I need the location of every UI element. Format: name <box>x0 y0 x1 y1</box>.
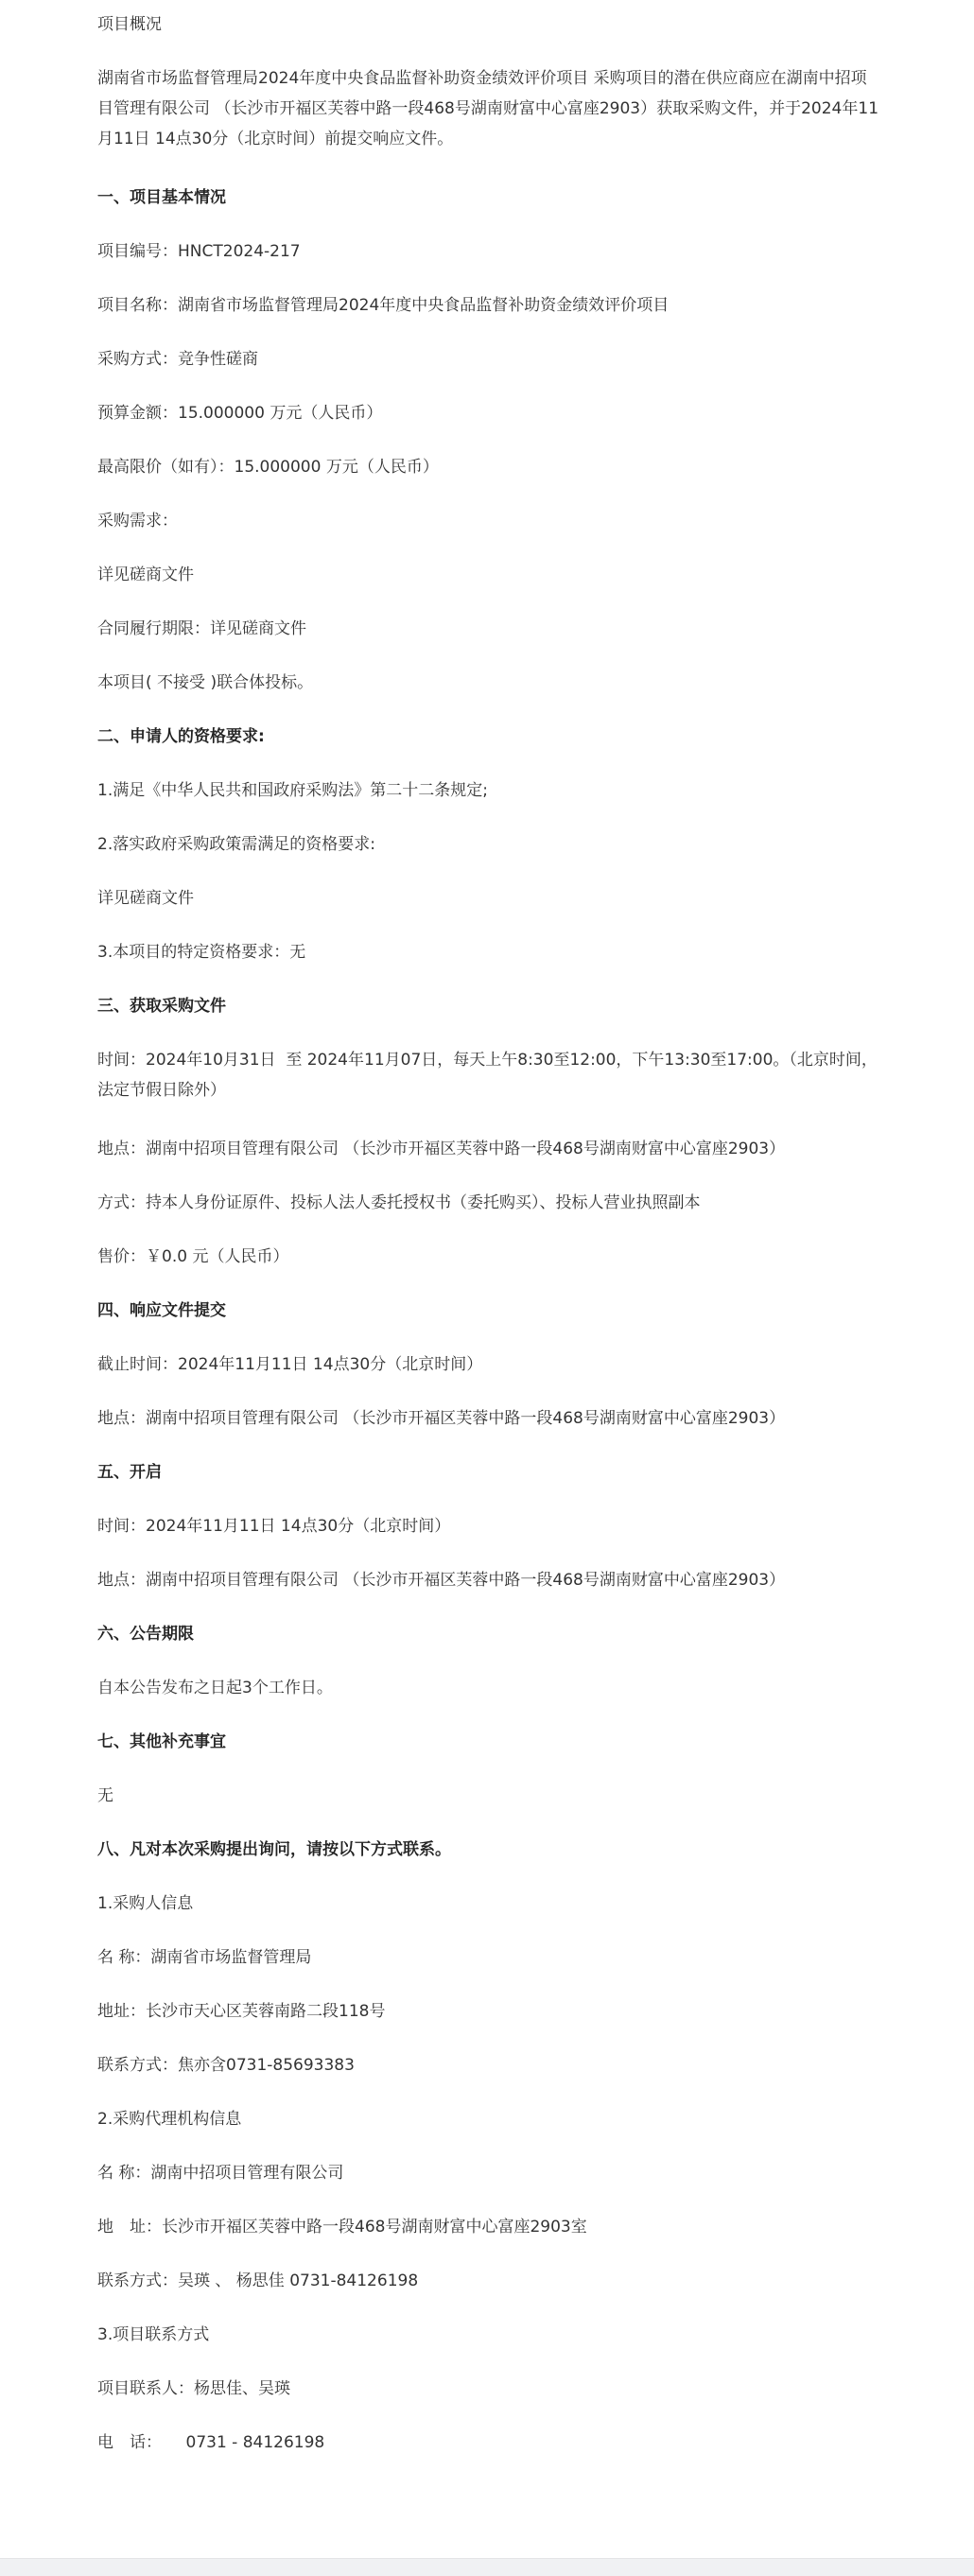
supplementary-text: 无 <box>97 1786 113 1805</box>
page-footer-bar <box>0 2558 974 2576</box>
opening-time: 时间：2024年11月11日 14点30分（北京时间） <box>97 1517 451 1536</box>
agent-info-label: 2.采购代理机构信息 <box>97 2110 242 2129</box>
max-price: 最高限价（如有）：15.000000 万元（人民币） <box>97 458 439 477</box>
section-6-title: 六、公告期限 <box>97 1625 194 1644</box>
buyer-address: 地址：长沙市天心区芙蓉南路二段118号 <box>97 2002 386 2021</box>
section-8-title: 八、凡对本次采购提出询问，请按以下方式联系。 <box>97 1840 451 1859</box>
contract-period: 合同履行期限：详见磋商文件 <box>97 619 306 638</box>
consortium-note: 本项目( 不接受 )联合体投标。 <box>97 673 314 692</box>
agent-contact: 联系方式：吴瑛 、 杨思佳 0731-84126198 <box>97 2271 419 2290</box>
procurement-method: 采购方式：竞争性磋商 <box>97 350 258 369</box>
qualification-3: 3.本项目的特定资格要求：无 <box>97 943 306 962</box>
section-4-title: 四、响应文件提交 <box>97 1301 226 1320</box>
acquire-way: 方式：持本人身份证原件、投标人法人委托授权书（委托购买）、投标人营业执照副本 <box>97 1193 701 1212</box>
section-1-title: 一、项目基本情况 <box>97 188 226 207</box>
submit-deadline: 截止时间：2024年11月11日 14点30分（北京时间） <box>97 1355 483 1374</box>
qualification-2: 2.落实政府采购政策需满足的资格要求: <box>97 835 375 854</box>
section-7-title: 七、其他补充事宜 <box>97 1732 226 1751</box>
opening-place: 地点：湖南中招项目管理有限公司 （长沙市开福区芙蓉中路一段468号湖南财富中心富座2903） <box>97 1571 786 1590</box>
project-name: 项目名称：湖南省市场监督管理局2024年度中央食品监督补助资金绩效评价项目 <box>97 296 670 315</box>
acquire-price: 售价：￥0.0 元（人民币） <box>97 1247 289 1266</box>
project-contact-phone: 电 话： 0731 - 84126198 <box>97 2433 325 2452</box>
qualification-1: 1.满足《中华人民共和国政府采购法》第二十二条规定; <box>97 781 488 800</box>
project-contact-person: 项目联系人：杨思佳、吴瑛 <box>97 2379 290 2398</box>
qualification-2-value: 详见磋商文件 <box>97 889 194 908</box>
section-3-title: 三、获取采购文件 <box>97 997 226 1016</box>
acquire-time: 时间：2024年10月31日 至 2024年11月07日，每天上午8:30至12:00，下午13:30至17:00。（北京时间，法定节假日除外） <box>97 1051 878 1100</box>
project-number: 项目编号：HNCT2024-217 <box>97 242 301 261</box>
budget-amount: 预算金额：15.000000 万元（人民币） <box>97 404 383 423</box>
buyer-name: 名 称：湖南省市场监督管理局 <box>97 1948 312 1967</box>
agent-name: 名 称：湖南中招项目管理有限公司 <box>97 2164 344 2183</box>
agent-address: 地 址：长沙市开福区芙蓉中路一段468号湖南财富中心富座2903室 <box>97 2218 587 2237</box>
demand-label: 采购需求： <box>97 512 178 531</box>
acquire-place: 地点：湖南中招项目管理有限公司 （长沙市开福区芙蓉中路一段468号湖南财富中心富座2903） <box>97 1140 786 1158</box>
demand-value: 详见磋商文件 <box>97 566 194 584</box>
buyer-info-label: 1.采购人信息 <box>97 1894 194 1913</box>
submit-place: 地点：湖南中招项目管理有限公司 （长沙市开福区芙蓉中路一段468号湖南财富中心富座2903） <box>97 1409 786 1428</box>
overview-text: 湖南省市场监督管理局2024年度中央食品监督补助资金绩效评价项目 采购项目的潜在供应商应在湖南中招项目管理有限公司 （长沙市开福区芙蓉中路一段468号湖南财富中心富座2903）获取采购文件，并于2024年11月11日 14点30分（北京时间）前提交响应文件。 <box>97 69 879 148</box>
buyer-contact: 联系方式：焦亦含0731-85693383 <box>97 2056 355 2075</box>
notice-period: 自本公告发布之日起3个工作日。 <box>97 1679 333 1697</box>
section-5-title: 五、开启 <box>97 1463 162 1482</box>
project-contact-label: 3.项目联系方式 <box>97 2325 210 2344</box>
overview-label: 项目概况 <box>97 15 162 34</box>
section-2-title: 二、申请人的资格要求: <box>97 727 265 746</box>
